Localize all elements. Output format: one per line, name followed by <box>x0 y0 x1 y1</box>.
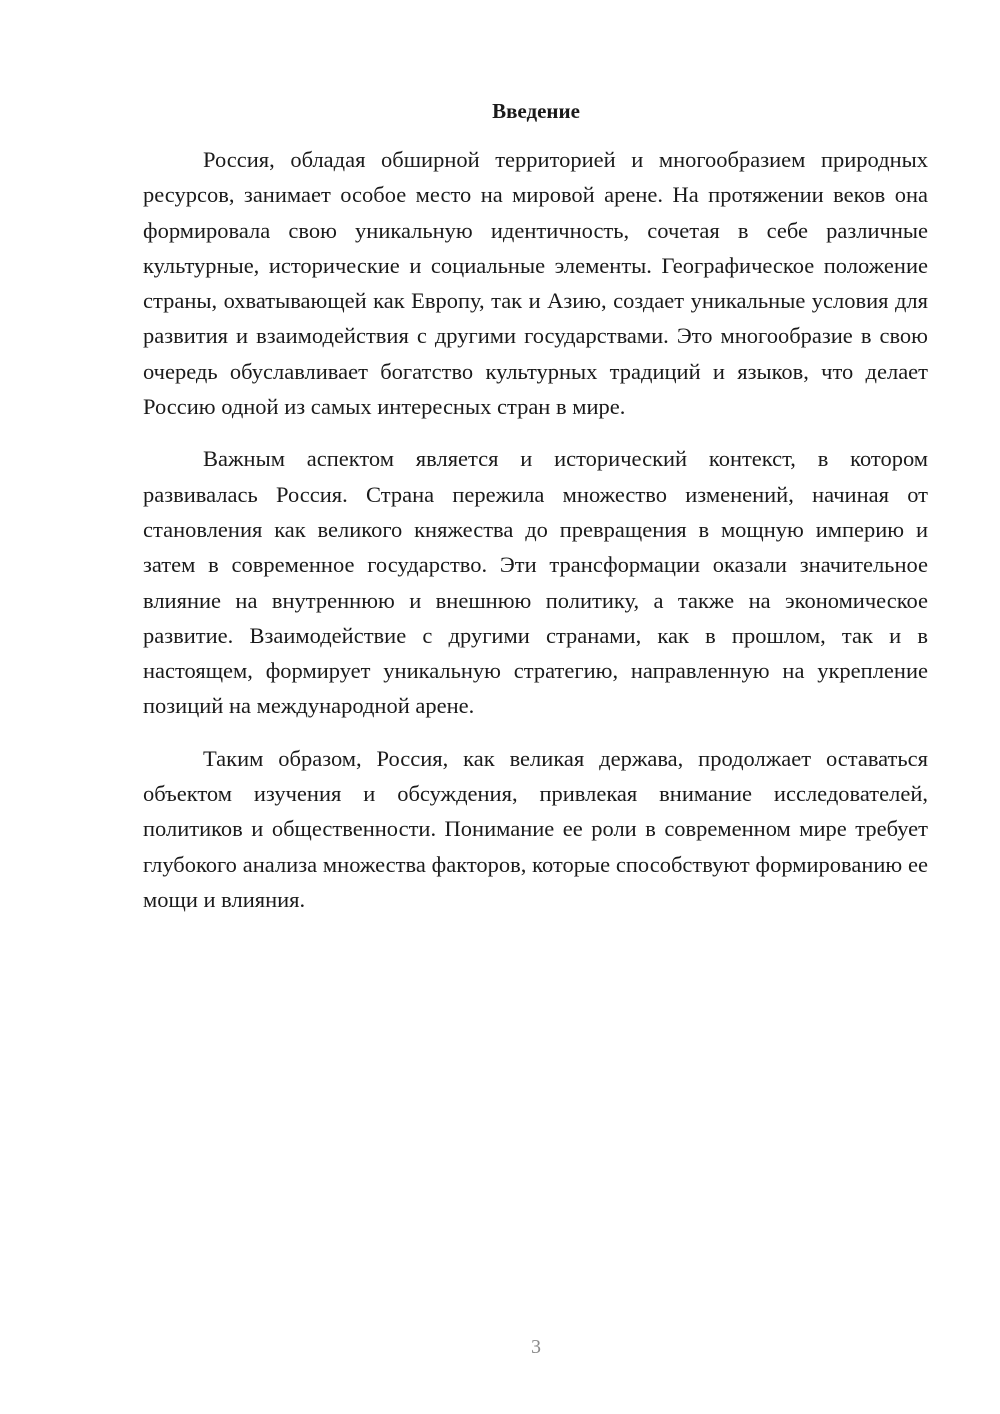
paragraph-3: Таким образом, Россия, как великая держава, продолжает оставаться объектом изучения и обсуждения, привлекая внимание исследователей, политиков и общественности. Понимание ее роли в современном мире требует глубокого анализа множества факторов, которые способствуют формированию ее мощи и влияния. <box>143 745 928 912</box>
paragraph-2: Важным аспектом является и исторический контекст, в котором развивалась Россия. Страна пережила множество изменений, начиная от становления как великого княжества до превращения в мощную империю и затем в современное государство. Эти трансформации оказали значительное влияние на внутреннюю и внешнюю политику, а также на экономическое развитие. Взаимодействие с другими странами, как в прошлом, так и в настоящем, формирует уникальную стратегию, направленную на укрепление позиций на международной арене. <box>143 446 928 719</box>
body-text <box>143 142 928 917</box>
paragraph-1: Россия, обладая обширной территорией и многообразием природных ресурсов, занимает особое место на мировой арене. На протяжении веков она формировала свою уникальную идентичность, сочетая в себе различные культурные, исторические и социальные элементы. Географическое положение страны, охватывающей как Европу, так и Азию, создает уникальные условия для развития и взаимодействия с другими государствами. Это многообразие в свою очередь обуславливает богатство культурных традиций и языков, что делает Россию одной из самых интересных стран в мире. <box>143 147 928 420</box>
page-number: 3 <box>531 1336 541 1358</box>
section-title: Введение <box>492 99 580 123</box>
